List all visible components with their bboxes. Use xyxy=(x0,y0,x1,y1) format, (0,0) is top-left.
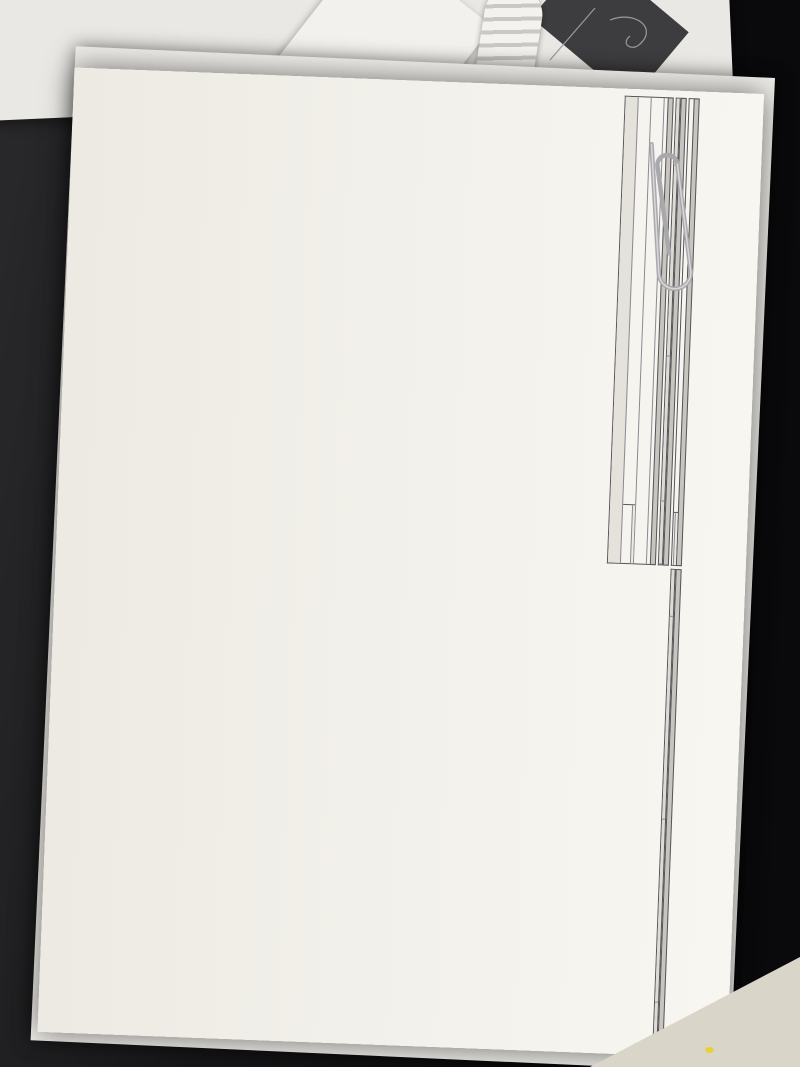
col-major-device xyxy=(670,570,675,617)
exchange-section-label xyxy=(626,97,638,101)
pencil-scribble xyxy=(540,0,700,70)
accident-price-column xyxy=(621,504,635,563)
paperclip xyxy=(596,112,766,322)
floor-speck xyxy=(705,1047,714,1053)
